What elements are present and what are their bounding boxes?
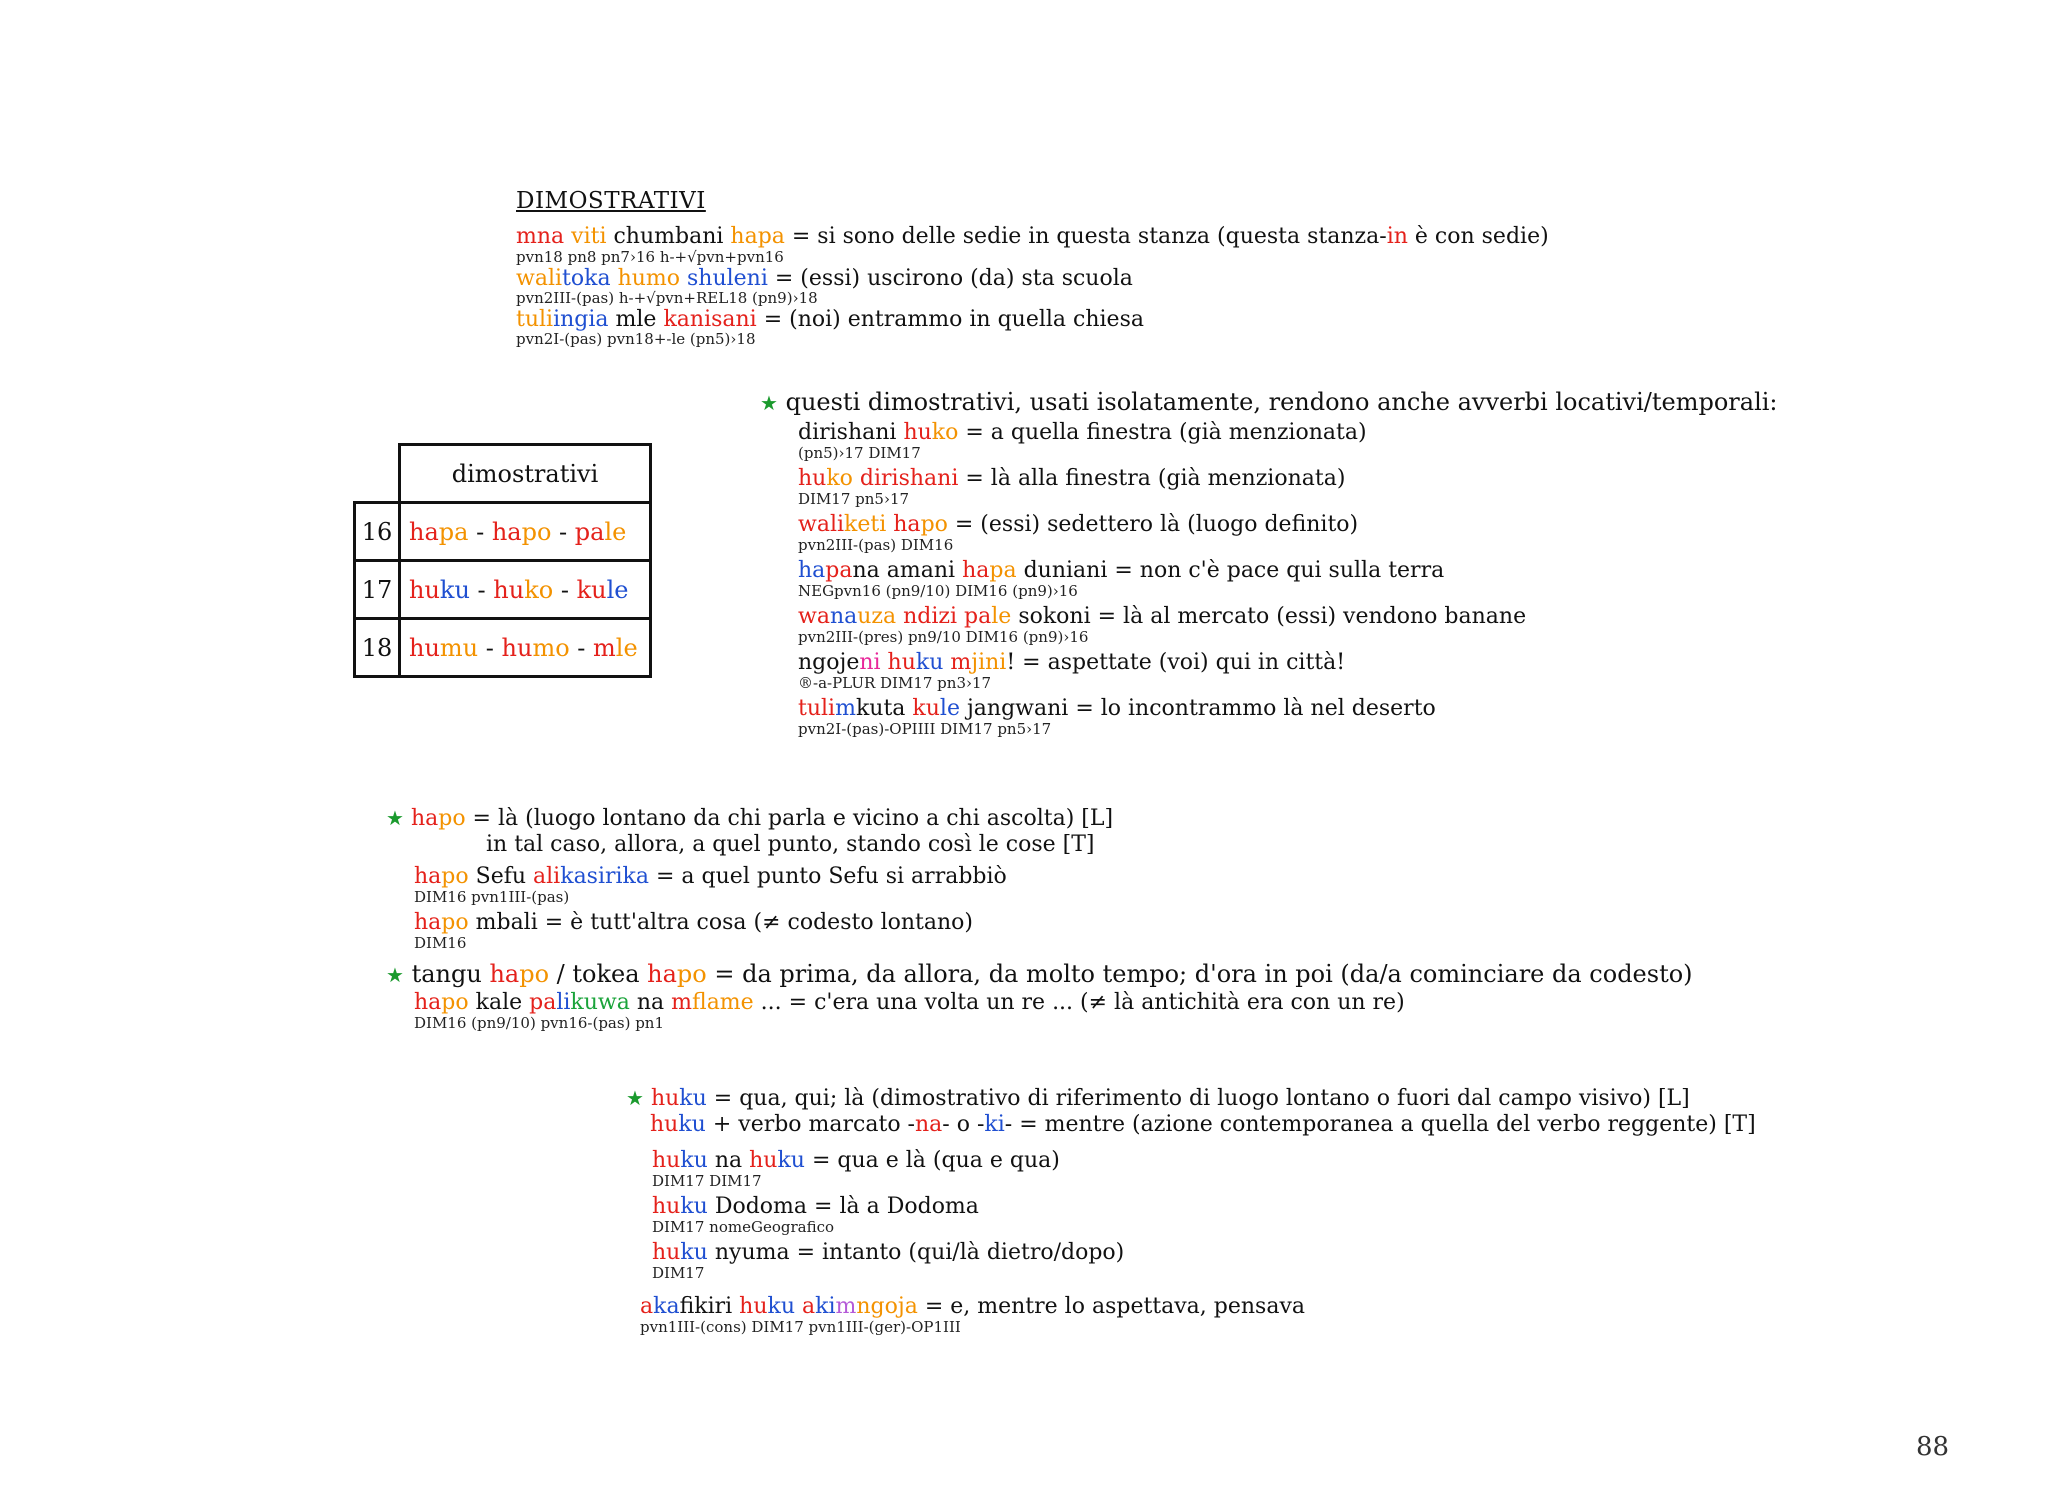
text-segment: ha: [410, 806, 439, 831]
text-segment: kanisani: [663, 307, 757, 332]
text-segment: hu: [739, 1294, 768, 1319]
text-segment: amani: [886, 558, 963, 583]
text-segment: pa: [574, 517, 605, 546]
text-segment: ha: [893, 512, 921, 537]
text-segment: ku: [680, 1148, 715, 1173]
text-segment: tuli: [516, 307, 554, 332]
text-segment: = là (luogo lontano da chi parla e vicino a chi ascolta) [L]: [465, 806, 1114, 831]
intro-example-1: [516, 226, 1549, 248]
text-segment: le: [939, 696, 967, 721]
locative-gloss-5: pvn2III-(pres) pn9/10 DIM16 (pn9)›16: [798, 628, 1089, 646]
demonstratives-table: [353, 443, 652, 678]
text-segment: na: [636, 990, 672, 1015]
intro-gloss-1: pvn18 pn8 pn7›16 h-+√pvn+pvn16: [516, 248, 784, 266]
locative-gloss-1: (pn5)›17 DIM17: [798, 444, 921, 462]
huku-definition-temporal: [650, 1114, 1756, 1136]
text-segment: ko: [826, 466, 860, 491]
text-segment: ku: [767, 1294, 803, 1319]
text-segment: Dodoma: [714, 1194, 808, 1219]
star-icon: ★: [386, 806, 404, 830]
row-number: 17: [355, 561, 400, 619]
text-segment: na: [915, 1112, 943, 1137]
hapo-definition-text: [411, 806, 1113, 831]
text-segment: flame: [692, 990, 754, 1015]
text-segment: duniani: [1023, 558, 1108, 583]
text-segment: = là alla finestra (già menzionata): [958, 466, 1346, 491]
text-segment: m: [593, 633, 616, 662]
text-segment: wali: [516, 266, 563, 291]
tangu-gloss: DIM16 (pn9/10) pvn16-(pas) pn1: [414, 1014, 664, 1032]
hapo-gloss-2: DIM16: [414, 934, 467, 952]
text-segment: jangwani: [966, 696, 1069, 721]
text-segment: hu: [501, 633, 533, 662]
text-segment: ha: [414, 990, 442, 1015]
text-segment: ko: [524, 575, 554, 604]
text-segment: ki: [984, 1112, 1005, 1137]
text-segment: ha: [491, 517, 522, 546]
row-number: 18: [355, 619, 400, 677]
text-segment: hu: [493, 575, 525, 604]
text-segment: po: [519, 960, 557, 988]
text-segment: -: [551, 517, 575, 546]
text-segment: ka: [653, 1294, 680, 1319]
hapo-example-2: [414, 912, 973, 934]
text-segment: ku: [680, 1194, 715, 1219]
locative-example-2: [798, 468, 1345, 490]
text-segment: = è tutt'altra cosa (≠ codesto lontano): [537, 910, 973, 935]
text-segment: pa: [825, 558, 853, 583]
row-forms: [400, 619, 651, 677]
text-segment: li: [556, 990, 571, 1015]
tangu-hapo-text: [412, 960, 1693, 988]
text-segment: a: [640, 1294, 654, 1319]
text-segment: ngoja: [856, 1294, 918, 1319]
text-segment: pa: [529, 990, 557, 1015]
text-segment: = (essi) uscirono (da) sta scuola: [767, 266, 1133, 291]
huku-gloss-4: pvn1III-(cons) DIM17 pvn1III-(ger)-OP1III: [640, 1318, 961, 1336]
locative-example-4: [798, 560, 1444, 582]
note-locative-text: questi dimostrativi, usati isolatamente, rendono anche avverbi locativi/temporali:: [785, 388, 1778, 416]
text-segment: na: [852, 558, 887, 583]
huku-example-4: [640, 1296, 1305, 1318]
star-icon: ★: [760, 391, 778, 415]
huku-gloss-1: DIM17 DIM17: [652, 1172, 762, 1190]
page-title: DIMOSTRATIVI: [516, 188, 706, 214]
text-segment: = là a Dodoma: [807, 1194, 979, 1219]
text-segment: ku: [678, 1112, 706, 1137]
text-segment: = lo incontrammo là nel deserto: [1068, 696, 1436, 721]
hapo-gloss-1: DIM16 pvn1III-(pas): [414, 888, 570, 906]
text-segment: = non c'è pace qui sulla terra: [1107, 558, 1445, 583]
text-segment: m: [835, 696, 856, 721]
text-segment: le: [615, 633, 638, 662]
text-segment: tangu: [411, 960, 490, 988]
text-segment: viti: [571, 224, 614, 249]
text-segment: kuta: [855, 696, 913, 721]
text-segment: ku: [680, 1240, 715, 1265]
text-segment: ha: [647, 960, 677, 988]
text-segment: dirishani: [798, 420, 904, 445]
text-segment: chumbani: [613, 224, 731, 249]
text-segment: ngoje: [798, 650, 860, 675]
text-segment: hapa: [730, 224, 785, 249]
text-segment: dirishani: [859, 466, 959, 491]
text-segment: hu: [652, 1148, 681, 1173]
text-segment: uza: [857, 604, 904, 629]
text-segment: è con sedie): [1407, 224, 1549, 249]
text-segment: toka: [562, 266, 618, 291]
text-segment: mu: [439, 633, 479, 662]
text-segment: ... = c'era una volta un re ... (≠ là antichità era con un re): [753, 990, 1405, 1015]
text-segment: = a quel punto Sefu si arrabbiò: [649, 864, 1007, 889]
text-segment: ku: [777, 1148, 805, 1173]
text-segment: -: [553, 575, 577, 604]
text-segment: ingia: [553, 307, 616, 332]
text-segment: ku: [576, 575, 607, 604]
text-segment: -: [469, 575, 494, 604]
row-forms: [400, 503, 651, 561]
table-header: dimostrativi: [400, 445, 651, 503]
text-segment: - = mentre (azione contemporanea a quella del verbo reggente) [T]: [1004, 1112, 1756, 1137]
text-segment: ku: [915, 650, 951, 675]
row-number: 16: [355, 503, 400, 561]
text-segment: kuwa: [570, 990, 637, 1015]
text-segment: hu: [887, 650, 916, 675]
text-segment: ali: [533, 864, 561, 889]
text-segment: ku: [912, 696, 940, 721]
text-segment: ko: [931, 420, 959, 445]
text-segment: wa: [798, 604, 830, 629]
text-segment: = (noi) entrammo in quella chiesa: [756, 307, 1144, 332]
hapo-definition: [386, 808, 1113, 830]
tangu-example: [414, 992, 1405, 1014]
text-segment: ki: [815, 1294, 836, 1319]
star-icon: ★: [626, 1086, 644, 1110]
locative-example-7: [798, 698, 1436, 720]
table-row: [355, 503, 651, 561]
text-segment: po: [920, 512, 948, 537]
text-segment: m: [835, 1294, 857, 1319]
text-segment: = (essi) sedettero là (luogo definito): [947, 512, 1359, 537]
text-segment: - o -: [942, 1112, 985, 1137]
hapo-definition-temporal: in tal caso, allora, a quel punto, stando così le cose [T]: [486, 832, 1095, 857]
text-segment: hu: [652, 1240, 681, 1265]
text-segment: ndizi: [903, 604, 965, 629]
text-segment: a: [802, 1294, 816, 1319]
text-segment: Sefu: [475, 864, 534, 889]
huku-example-2: [652, 1196, 979, 1218]
text-segment: le: [604, 517, 627, 546]
text-segment: = qua e là (qua e qua): [804, 1148, 1060, 1173]
intro-gloss-2: pvn2III-(pas) h-+√pvn+REL18 (pn9)›18: [516, 289, 818, 307]
text-segment: = intanto (qui/là dietro/dopo): [789, 1240, 1125, 1265]
text-segment: m: [671, 990, 693, 1015]
text-segment: le: [991, 604, 1019, 629]
huku-example-1: [652, 1150, 1060, 1172]
row-forms: [400, 561, 651, 619]
text-segment: keti: [844, 512, 894, 537]
text-segment: hu: [650, 1086, 680, 1111]
huku-definition: [626, 1088, 1690, 1110]
text-segment: -: [569, 633, 594, 662]
text-segment: ha: [409, 517, 439, 546]
locative-gloss-6: ®-a-PLUR DIM17 pn3›17: [798, 674, 992, 692]
text-segment: in: [1386, 224, 1408, 249]
text-segment: jini: [971, 650, 1007, 675]
intro-example-3: [516, 309, 1144, 331]
text-segment: kale: [475, 990, 530, 1015]
text-segment: ! = aspettate (voi) qui in città!: [1006, 650, 1346, 675]
text-segment: ku: [439, 575, 470, 604]
note-locative: [760, 390, 1778, 414]
text-segment: = a quella finestra (già menzionata): [958, 420, 1367, 445]
text-segment: = si sono delle sedie in questa stanza (questa stanza-: [784, 224, 1387, 249]
tangu-hapo-definition: [386, 962, 1693, 986]
text-segment: hu: [798, 466, 827, 491]
locative-gloss-2: DIM17 pn5›17: [798, 490, 910, 508]
text-segment: + verbo marcato -: [705, 1112, 915, 1137]
text-segment: tuli: [798, 696, 836, 721]
text-segment: mna: [516, 224, 572, 249]
text-segment: hu: [652, 1194, 681, 1219]
text-segment: hu: [409, 633, 440, 662]
text-segment: sokoni: [1018, 604, 1091, 629]
text-segment: = qua, qui; là (dimostrativo di riferimento di luogo lontano o fuori dal campo visivo) [L]: [706, 1086, 1690, 1111]
text-segment: mo: [532, 633, 570, 662]
text-segment: = e, mentre lo aspettava, pensava: [917, 1294, 1306, 1319]
text-segment: pa: [438, 517, 469, 546]
text-segment: po: [676, 960, 707, 988]
text-segment: po: [438, 806, 466, 831]
text-segment: ni: [859, 650, 888, 675]
huku-gloss-3: DIM17: [652, 1264, 705, 1282]
locative-example-6: [798, 652, 1345, 674]
intro-gloss-3: pvn2I-(pas) pvn18+-le (pn5)›18: [516, 330, 756, 348]
text-segment: hu: [650, 1112, 679, 1137]
text-segment: shuleni: [687, 266, 768, 291]
page-number: 88: [1916, 1432, 1950, 1462]
text-segment: = da prima, da allora, da molto tempo; d'ora in poi (da/a cominciare da codesto): [706, 960, 1693, 988]
locative-gloss-4: NEGpvn16 (pn9/10) DIM16 (pn9)›16: [798, 582, 1078, 600]
huku-definition-text: [651, 1086, 1690, 1111]
intro-example-2: [516, 268, 1133, 290]
huku-gloss-2: DIM17 nomeGeografico: [652, 1218, 834, 1236]
text-segment: ha: [489, 960, 520, 988]
text-segment: po: [521, 517, 552, 546]
text-segment: humo: [617, 266, 687, 291]
locative-gloss-7: pvn2I-(pas)-OPIIII DIM17 pn5›17: [798, 720, 1052, 738]
text-segment: -: [468, 517, 492, 546]
locative-gloss-3: pvn2III-(pas) DIM16: [798, 536, 954, 554]
text-segment: hu: [749, 1148, 778, 1173]
text-segment: po: [441, 864, 476, 889]
text-segment: ha: [962, 558, 990, 583]
text-segment: na: [829, 604, 858, 629]
text-segment: ha: [414, 910, 442, 935]
locative-example-5: [798, 606, 1526, 628]
text-segment: mle: [615, 307, 664, 332]
huku-example-3: [652, 1242, 1124, 1264]
table-row: [355, 619, 651, 677]
text-segment: -: [478, 633, 502, 662]
text-segment: fikiri: [679, 1294, 740, 1319]
text-segment: pa: [989, 558, 1024, 583]
text-segment: pa: [964, 604, 992, 629]
text-segment: nyuma: [714, 1240, 790, 1265]
text-segment: po: [441, 910, 476, 935]
text-segment: ha: [798, 558, 826, 583]
text-segment: le: [606, 575, 629, 604]
text-segment: ha: [414, 864, 442, 889]
locative-example-3: [798, 514, 1358, 536]
table-row: [355, 561, 651, 619]
text-segment: wali: [798, 512, 845, 537]
hapo-example-1: [414, 866, 1007, 888]
text-segment: hu: [903, 420, 932, 445]
text-segment: m: [950, 650, 972, 675]
text-segment: mbali: [475, 910, 538, 935]
text-segment: hu: [409, 575, 440, 604]
text-segment: ku: [679, 1086, 707, 1111]
text-segment: na: [714, 1148, 750, 1173]
text-segment: po: [441, 990, 476, 1015]
star-icon: ★: [386, 963, 404, 987]
text-segment: = là al mercato (essi) vendono banane: [1090, 604, 1527, 629]
locative-example-1: [798, 422, 1367, 444]
text-segment: kasirika: [560, 864, 650, 889]
text-segment: / tokea: [556, 960, 648, 988]
